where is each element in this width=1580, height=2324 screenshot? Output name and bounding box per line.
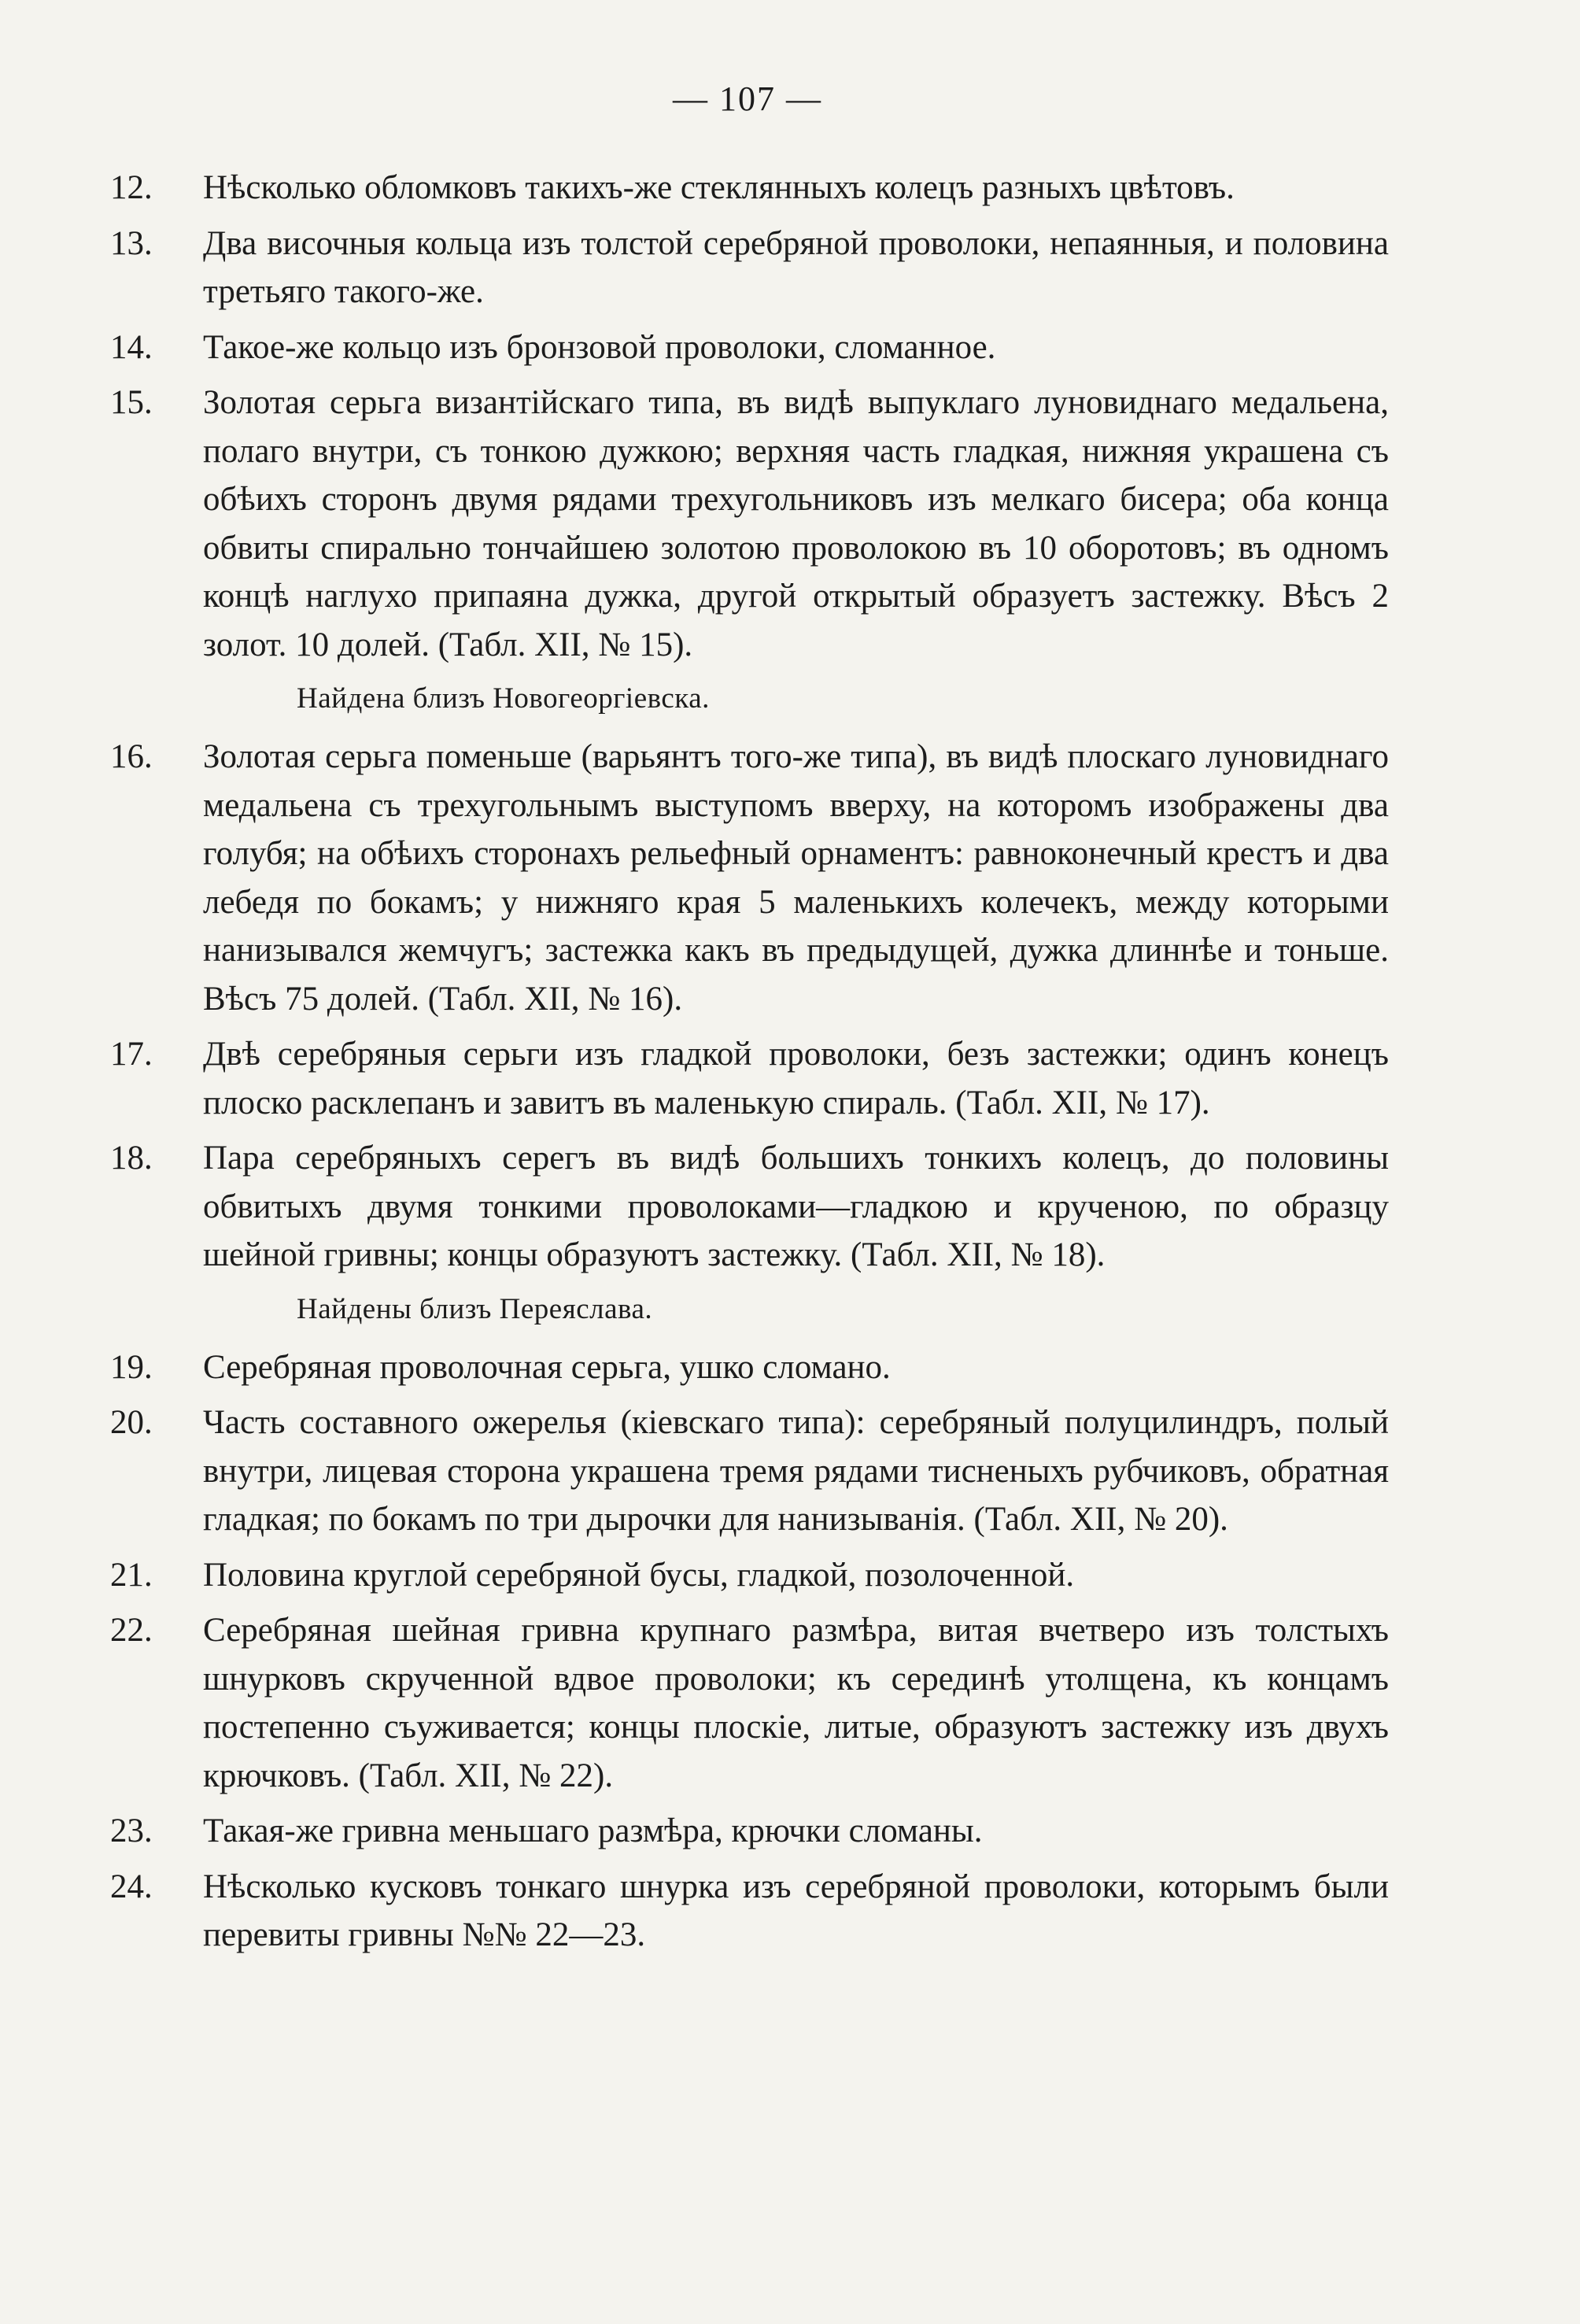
list-item [110, 1863, 1389, 1960]
item-number: 18. [110, 1140, 153, 1177]
item-number: 16. [110, 738, 153, 775]
item-number: 23. [110, 1812, 153, 1849]
list-item [110, 1343, 1389, 1392]
list-item [110, 220, 1389, 316]
item-number: 12. [110, 169, 153, 206]
item-text: Нѣсколько кусковъ тонкаго шнурка изъ серебряной проволоки, которымъ были перевиты гривны №№ 22—23. [203, 1868, 1389, 1953]
item-number: 24. [110, 1868, 153, 1905]
item-text: Серебряная шейная гривна крупнаго размѣра, витая вчетверо изъ толстыхъ шнурковъ скрученной вдвое проволоки; къ серединѣ утолщена, къ концамъ постепенно съуживается; концы плоскіе, литые, образуютъ застежку изъ двухъ крючковъ. (Табл. XII, № 22). [203, 1612, 1389, 1794]
item-text: Двѣ серебряныя серьги изъ гладкой проволоки, безъ застежки; одинъ конецъ плоско расклепанъ и завитъ въ маленькую спираль. (Табл. XII, № 17). [203, 1036, 1389, 1121]
item-text: Золотая серьга византійскаго типа, въ видѣ выпуклаго луновиднаго медальена, полаго внутри, съ тонкою дужкою; верхняя часть гладкая, нижняя украшена съ обѣихъ сторонъ двумя рядами трехугольниковъ изъ мелкаго бисера; оба конца обвиты спирально тончайшею золотою проволокою въ 10 оборотовъ; въ одномъ концѣ наглухо припаяна дужка, другой открытый образуетъ застежку. Вѣсъ 2 золот. 10 долей. (Табл. XII, № 15). [203, 384, 1389, 663]
list-item [110, 1606, 1389, 1800]
list-item [110, 379, 1389, 669]
item-number: 19. [110, 1348, 153, 1386]
list-item [110, 1807, 1389, 1856]
item-number: 20. [110, 1404, 153, 1441]
page-number: — 107 — [673, 79, 822, 118]
entries-list [110, 164, 1389, 1967]
list-item [110, 323, 1389, 372]
list-item [110, 1551, 1389, 1600]
list-item [110, 164, 1389, 212]
item-number: 21. [110, 1556, 153, 1594]
item-text: Такая-же гривна меньшаго размѣра, крючки сломаны. [203, 1812, 983, 1849]
list-item [110, 733, 1389, 1023]
list-item [110, 1134, 1389, 1280]
item-text: Золотая серьга поменьше (варьянтъ того-же типа), въ видѣ плоскаго луновиднаго медальена съ трехугольнымъ выступомъ вверху, на которомъ изображены два голубя; на обѣихъ сторонахъ рельефный орнаментъ: равноконечный крестъ и два лебедя по бокамъ; у нижняго края 5 маленькихъ колечекъ, между которыми нанизывался жемчугъ; застежка какъ въ предыдущей, дужка длиннѣе и тоньше. Вѣсъ 75 долей. (Табл. XII, № 16). [203, 738, 1389, 1018]
item-text: Пара серебряныхъ серегъ въ видѣ большихъ тонкихъ колецъ, до половины обвитыхъ двумя тонкими проволоками—гладкою и крученою, по образцу шейной гривны; концы образуютъ застежку. (Табл. XII, № 18). [203, 1140, 1389, 1273]
find-location-note: Найдены близъ Переяслава. [297, 1292, 653, 1325]
list-item [110, 1030, 1389, 1127]
item-number: 13. [110, 224, 153, 262]
find-location-note: Найдена близъ Новогеоргіевска. [297, 682, 710, 715]
item-text: Нѣсколько обломковъ такихъ-же стеклянныхъ колецъ разныхъ цвѣтовъ. [203, 169, 1235, 206]
item-text: Такое-же кольцо изъ бронзовой проволоки, сломанное. [203, 328, 996, 366]
list-item [110, 1398, 1389, 1544]
item-number: 14. [110, 328, 153, 366]
item-text: Половина круглой серебряной бусы, гладкой, позолоченной. [203, 1556, 1075, 1594]
item-text: Часть составного ожерелья (кіевскаго типа): серебряный полуцилиндръ, полый внутри, лицевая сторона украшена тремя рядами тисненыхъ рубчиковъ, обратная гладкая; по бокамъ по три дырочки для нанизыванія. (Табл. XII, № 20). [203, 1404, 1389, 1538]
item-number: 15. [110, 384, 153, 421]
item-text: Два височныя кольца изъ толстой серебряной проволоки, непаянныя, и половина третьяго такого-же. [203, 224, 1389, 310]
item-number: 22. [110, 1612, 153, 1649]
item-number: 17. [110, 1036, 153, 1073]
item-text: Серебряная проволочная серьга, ушко сломано. [203, 1348, 891, 1386]
